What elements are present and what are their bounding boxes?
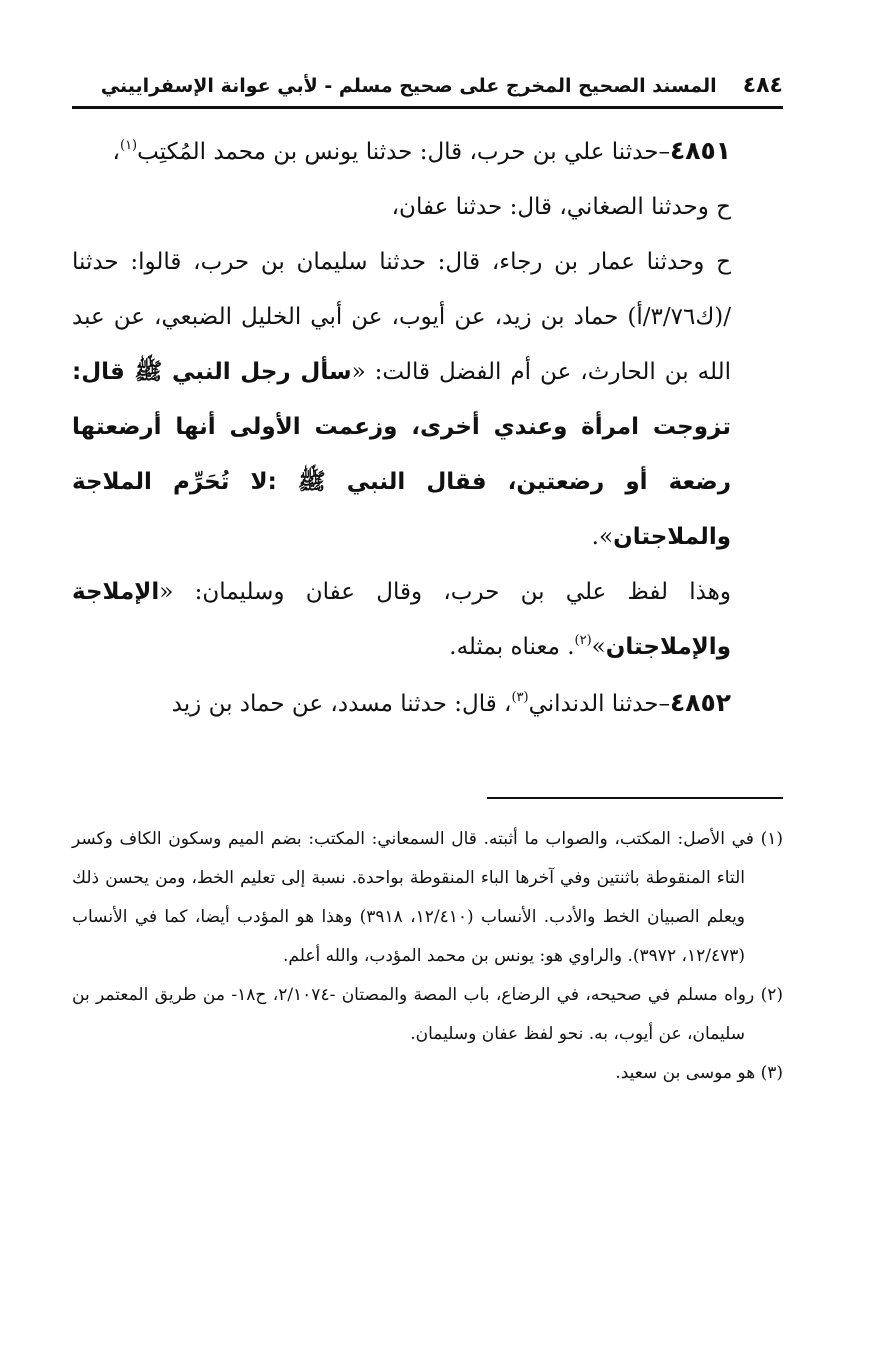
hadith-dash: –: [658, 139, 670, 165]
hadith-4851-chain-2: [72, 180, 783, 235]
hadith-dash: –: [658, 691, 670, 717]
narration-note-end: . معناه بمثله.: [449, 634, 575, 660]
footnote-1: (١) في الأصل: المكتب، والصواب ما أثبته. قال السمعاني: المكتب: بضم الميم وسكون الكاف وكسر التاء المنقوطة باثنتين وفي آخرها الباء المنقوطة بواحدة. نسبة إلى تعليم الخط، ومن يحسن ذلك ويعلم الصبيان الخط والأدب. الأنساب (١٢/٤١٠، ٣٩١٨) وهذا هو المؤدب أيضا، كما في الأنساب (١٢/٤٧٣، ٣٩٧٢). والراوي هو: يونس بن محمد المؤدب، والله أعلم.: [72, 829, 783, 966]
hadith-4851-note: [72, 565, 783, 675]
variant-wording-bold: الإملاجة والإملاجتان: [72, 579, 731, 660]
footnote-2: (٢) رواه مسلم في صحيحه، في الرضاع، باب المصة والمصتان -٢/١٠٧٤، ح١٨- من طريق المعتمر بن سليمان، عن أيوب، به. نحو لفظ عفان وسليمان.: [72, 985, 783, 1044]
page-header: [72, 70, 783, 102]
isnad-text: ، قال: حدثنا مسدد، عن حماد بن زيد: [171, 691, 512, 717]
footnote-ref-3: (٣): [511, 690, 529, 705]
hadith-4852-opening: [72, 675, 783, 732]
quote-close: »: [591, 634, 606, 660]
hadith-number: ٤٨٥١: [669, 136, 731, 165]
punctuation: ،: [112, 139, 120, 165]
main-text: [72, 123, 783, 732]
quote-close: »: [598, 524, 614, 550]
footnote-ref-1: (١): [119, 138, 138, 153]
hadith-number: ٤٨٥٢: [669, 688, 731, 717]
isnad-text: حدثنا علي بن حرب، قال: حدثنا يونس بن محمد المُكتِب: [137, 139, 659, 165]
page-number: ٤٨٤: [742, 73, 783, 98]
quote-open: «: [351, 359, 366, 385]
footnote-ref-2: (٢): [574, 633, 592, 648]
hadith-4851-opening: [72, 123, 783, 180]
footnote-3: (٣) هو موسى بن سعيد.: [615, 1063, 783, 1083]
isnad-text: حدثنا الدنداني: [528, 691, 659, 717]
running-title: المسند الصحيح المخرج على صحيح مسلم - لأبي عوانة الإسفراييني: [100, 75, 717, 97]
footnotes: [72, 820, 783, 1093]
header-rule: [72, 106, 783, 109]
hadith-4851-chain-3: [72, 235, 783, 565]
punctuation: .: [591, 524, 599, 550]
narration-note: وهذا لفظ علي بن حرب، وقال عفان وسليمان:: [173, 579, 731, 605]
isnad-text: ح وحدثنا الصغاني، قال: حدثنا عفان،: [391, 194, 731, 220]
quote-open: «: [159, 579, 174, 605]
isnad-text: ح وحدثنا عمار بن رجاء، قال: حدثنا سليمان بن حرب، قالوا: حدثنا /(ك٣/٧٦/أ) حماد بن زيد، عن أيوب، عن أبي الخليل الضبعي، عن عبد الله بن الحارث، عن أم الفضل قالت:: [72, 249, 732, 385]
hadith-matn-bold: سأل رجل النبي ﷺ قال: تزوجت امرأة وعندي أخرى، وزعمت الأولى أنها أرضعتها رضعة أو رضعتين، فقال النبي ﷺ :لا تُحَرِّم الملاجة والملاجتان: [72, 359, 731, 550]
footnote-separator: [487, 797, 783, 799]
